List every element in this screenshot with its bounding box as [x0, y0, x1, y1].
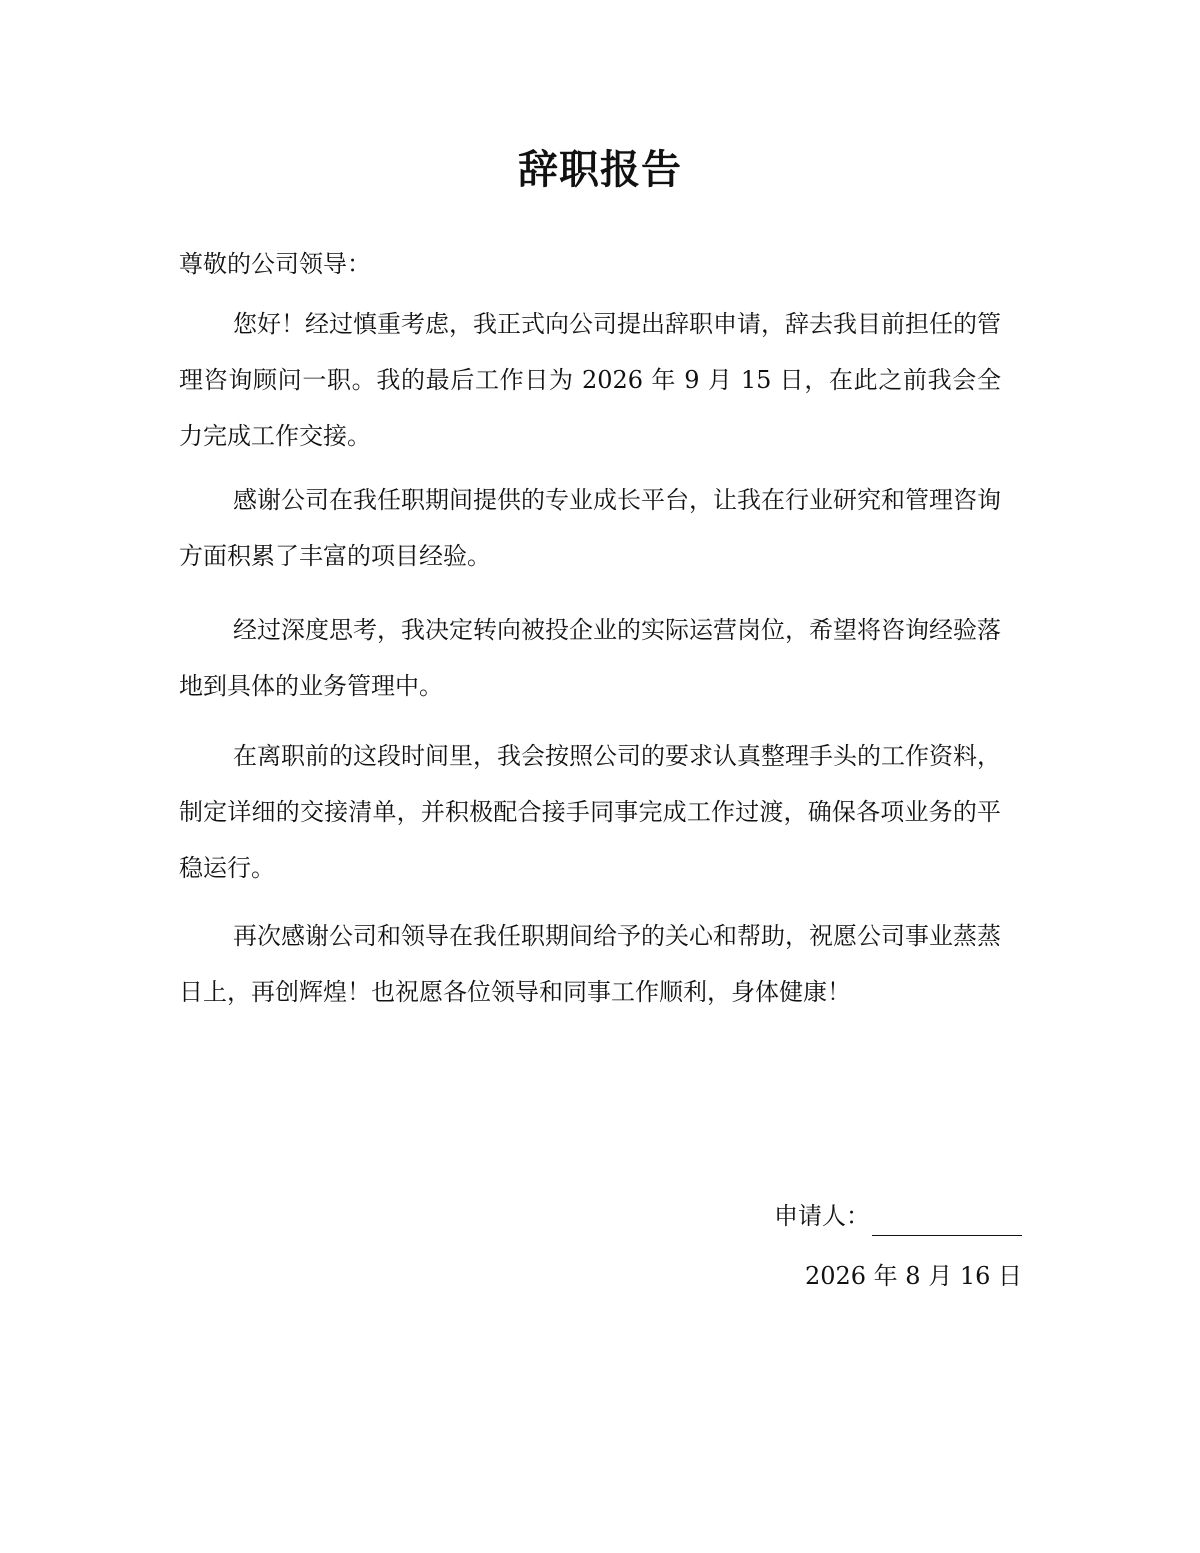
paragraph-resignation-notice: 您好！经过慎重考虑，我正式向公司提出辞职申请，辞去我目前担任的管理咨询顾问一职。我的最后工作日为 2026 年 9 月 15 日，在此之前我会全力完成工作交接。: [179, 310, 1001, 450]
signature-blank: [872, 1205, 1022, 1236]
paragraph-reason: 经过深度思考，我决定转向被投企业的实际运营岗位，希望将咨询经验落地到具体的业务管理中。: [179, 616, 1001, 700]
signature-line: [774, 1196, 1022, 1236]
paragraph-gratitude: 感谢公司在我任职期间提供的专业成长平台，让我在行业研究和管理咨询方面积累了丰富的项目经验。: [179, 486, 1001, 570]
paragraph-closing-wishes: 再次感谢公司和领导在我任职期间给予的关心和帮助，祝愿公司事业蒸蒸日上，再创辉煌！也祝愿各位领导和同事工作顺利，身体健康！: [179, 922, 1001, 1006]
document-date: 2026 年 8 月 16 日: [804, 1262, 1022, 1290]
salutation: 尊敬的公司领导：: [179, 250, 371, 278]
signature-label: 申请人：: [774, 1202, 870, 1230]
paragraph-handover: 在离职前的这段时间里，我会按照公司的要求认真整理手头的工作资料，制定详细的交接清单，并积极配合接手同事完成工作过渡，确保各项业务的平稳运行。: [179, 742, 1001, 882]
document-title: 辞职报告: [518, 147, 682, 193]
